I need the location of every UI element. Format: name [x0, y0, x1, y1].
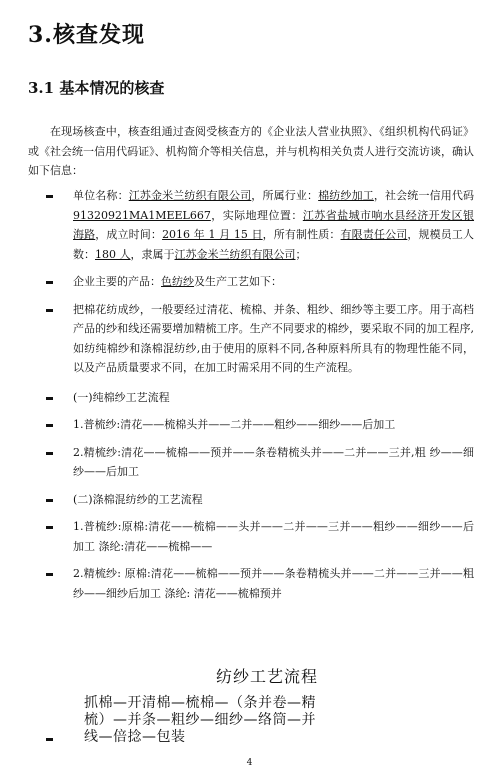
company-name: 江苏金米兰纺织有限公司 [128, 189, 252, 202]
founded-date: 2016 年 1 月 15 日 [162, 228, 263, 241]
parent-company: 江苏金米兰纺织有限公司 [174, 247, 296, 261]
ownership-value: 有限责任公司 [340, 228, 408, 241]
list-item-pure-1 [28, 415, 474, 435]
list-item-blend-title [28, 490, 474, 510]
bullet-list [28, 186, 474, 603]
spinning-process-figure [72, 664, 462, 746]
bullet-mark [46, 195, 53, 198]
parent-label: ，隶属于 [130, 247, 175, 261]
list-item-basic-info [28, 186, 474, 264]
industry-label: ，所属行业： [251, 189, 319, 202]
staff-value: 180 人 [95, 247, 131, 261]
list-item-pure-title [28, 388, 474, 408]
industry-value: 棉纺纱加工 [318, 189, 374, 202]
list-item-process-paragraph [28, 300, 474, 378]
credit-label: ，社会统一信用代码 [373, 189, 475, 202]
bullet-mark [46, 397, 53, 400]
pure-carded-flow: 1.普梳纱:清花——梳棉头并——二并——粗纱——细纱——后加工 [73, 418, 396, 431]
bullet-mark [46, 738, 53, 741]
name-label: 单位名称： [73, 189, 129, 202]
pure-cotton-title: (一)纯棉纱工艺流程 [73, 390, 170, 404]
product-value: 色纺纱 [161, 275, 194, 288]
bullet-mark [46, 499, 53, 502]
bullet-mark [46, 424, 53, 427]
page-number: 4 [246, 758, 253, 768]
bullet-mark [46, 309, 53, 312]
process-paragraph: 把棉花纺成纱，一般要经过清花、梳棉、并条、粗纱、细纱等主要工序。用于高档产品的纱和线还需要增加精梳工序。生产不同要求的棉纱，要采取不同的加工程序,如纺纯棉纱和涤棉混纺纱,由于使用的原料不同,各种原料所具有的物理性能不同，以及产品质量要求不同，在加工时需采用不同的生产流程。 [73, 302, 474, 374]
bullet-mark [46, 452, 53, 455]
list-item-blend-1 [28, 517, 474, 556]
intro-paragraph: 在现场核查中，核查组通过查阅受核查方的《企业法人营业执照》、《组织机构代码证》或《社会统一信用代码证》、机构简介等相关信息，并与机构相关负责人进行交流访谈，确认如下信息： [28, 125, 474, 177]
founded-label: ，成立时间： [95, 228, 163, 241]
credit-code: 91320921MA1MEEL667 [73, 208, 211, 222]
list-item-blend-2 [28, 564, 474, 603]
products-label: 企业主要的产品： [73, 275, 161, 288]
figure-line: 梳）—并条—粗纱—细纱—络筒—并 [84, 712, 316, 728]
figure-line: 抓棉—开清棉—梳棉—（条并卷—精 [84, 695, 316, 711]
bullet-mark [46, 281, 53, 284]
location-value: 江苏省盐城市响水县经济开发区银海路 [73, 208, 475, 241]
blend-carded-flow: 1.普梳纱:原棉:清花——梳棉——头并——二并——三并——粗纱——细纱——后加工 涤纶:清花——梳棉—— [73, 520, 474, 553]
figure-line: 线—倍捻—包装 [84, 729, 186, 745]
bullet-mark [46, 526, 53, 529]
end-punct: ； [295, 247, 307, 261]
list-item-pure-2 [28, 443, 474, 482]
products-suffix: 及生产工艺如下： [194, 275, 282, 288]
list-item-products [28, 272, 474, 292]
staff-label: ，规模员工人数： [73, 228, 475, 261]
bullet-mark [46, 573, 53, 576]
figure-title: 纺纱工艺流程 [215, 667, 318, 686]
pure-combed-flow: 2.精梳纱:清花——梳棉——预并——条卷精梳头并——二并——三并,粗 纱——细纱——后加工 [73, 445, 474, 478]
location-label: ，实际地理位置： [210, 208, 303, 222]
blend-combed-flow: 2.精梳纱: 原棉:清花——梳棉——预并——条卷精梳头并——二并——三并——粗纱——细纱后加工 涤纶: 清花——梳棉预并 [73, 567, 474, 600]
figure-text [84, 695, 462, 746]
blend-title: (二)涤棉混纺纱的工艺流程 [73, 492, 203, 506]
section-heading: 3.核查发现 [28, 22, 145, 48]
ownership-label: ，所有制性质： [262, 228, 341, 241]
subsection-heading: 3.1 基本情况的核查 [28, 79, 165, 97]
